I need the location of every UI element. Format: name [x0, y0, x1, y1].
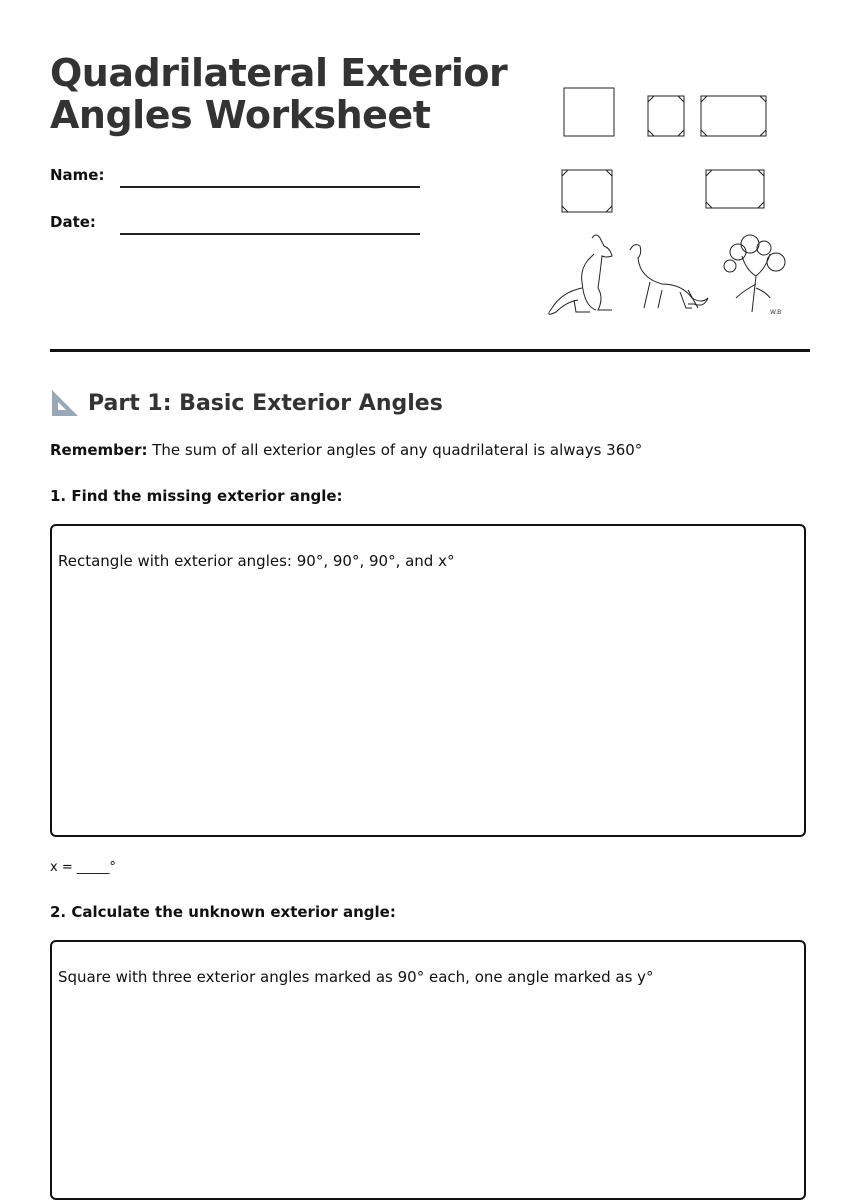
header-divider: [50, 349, 810, 352]
rectangle-shape: [701, 96, 766, 136]
decorative-illustration: [530, 78, 800, 323]
remember-note: [50, 441, 642, 459]
rectangle-shape: [648, 96, 684, 136]
rectangle-shape: [562, 170, 612, 212]
emu-drawing: [630, 245, 708, 308]
kangaroo-drawing: [549, 235, 612, 314]
question-2-prompt: Square with three exterior angles marked as 90° each, one angle marked as y°: [58, 968, 654, 986]
date-line[interactable]: [120, 233, 420, 235]
set-square-icon: [50, 388, 80, 418]
question-1-label: 1. Find the missing exterior angle:: [50, 487, 343, 505]
remember-text: The sum of all exterior angles of any quadrilateral is always 360°: [152, 441, 643, 459]
question-1-prompt: Rectangle with exterior angles: 90°, 90°, 90°, and x°: [58, 552, 455, 570]
tree-drawing: [724, 235, 785, 312]
question-1-answer[interactable]: x = _____°: [50, 860, 116, 875]
name-label: Name:: [50, 166, 105, 184]
question-2-label: 2. Calculate the unknown exterior angle:: [50, 903, 396, 921]
remember-label: Remember:: [50, 441, 148, 459]
rectangle-shape: [706, 170, 764, 208]
question-2-box[interactable]: [50, 940, 806, 1200]
artist-signature: W.B: [770, 309, 782, 316]
worksheet-title: Quadrilateral Exterior Angles Worksheet: [50, 51, 508, 137]
part1-title: Part 1: Basic Exterior Angles: [88, 390, 443, 416]
rectangle-shape: [564, 88, 614, 136]
question-1-box[interactable]: [50, 524, 806, 837]
part1-heading: [50, 388, 443, 418]
date-label: Date:: [50, 213, 96, 231]
name-line[interactable]: [120, 186, 420, 188]
